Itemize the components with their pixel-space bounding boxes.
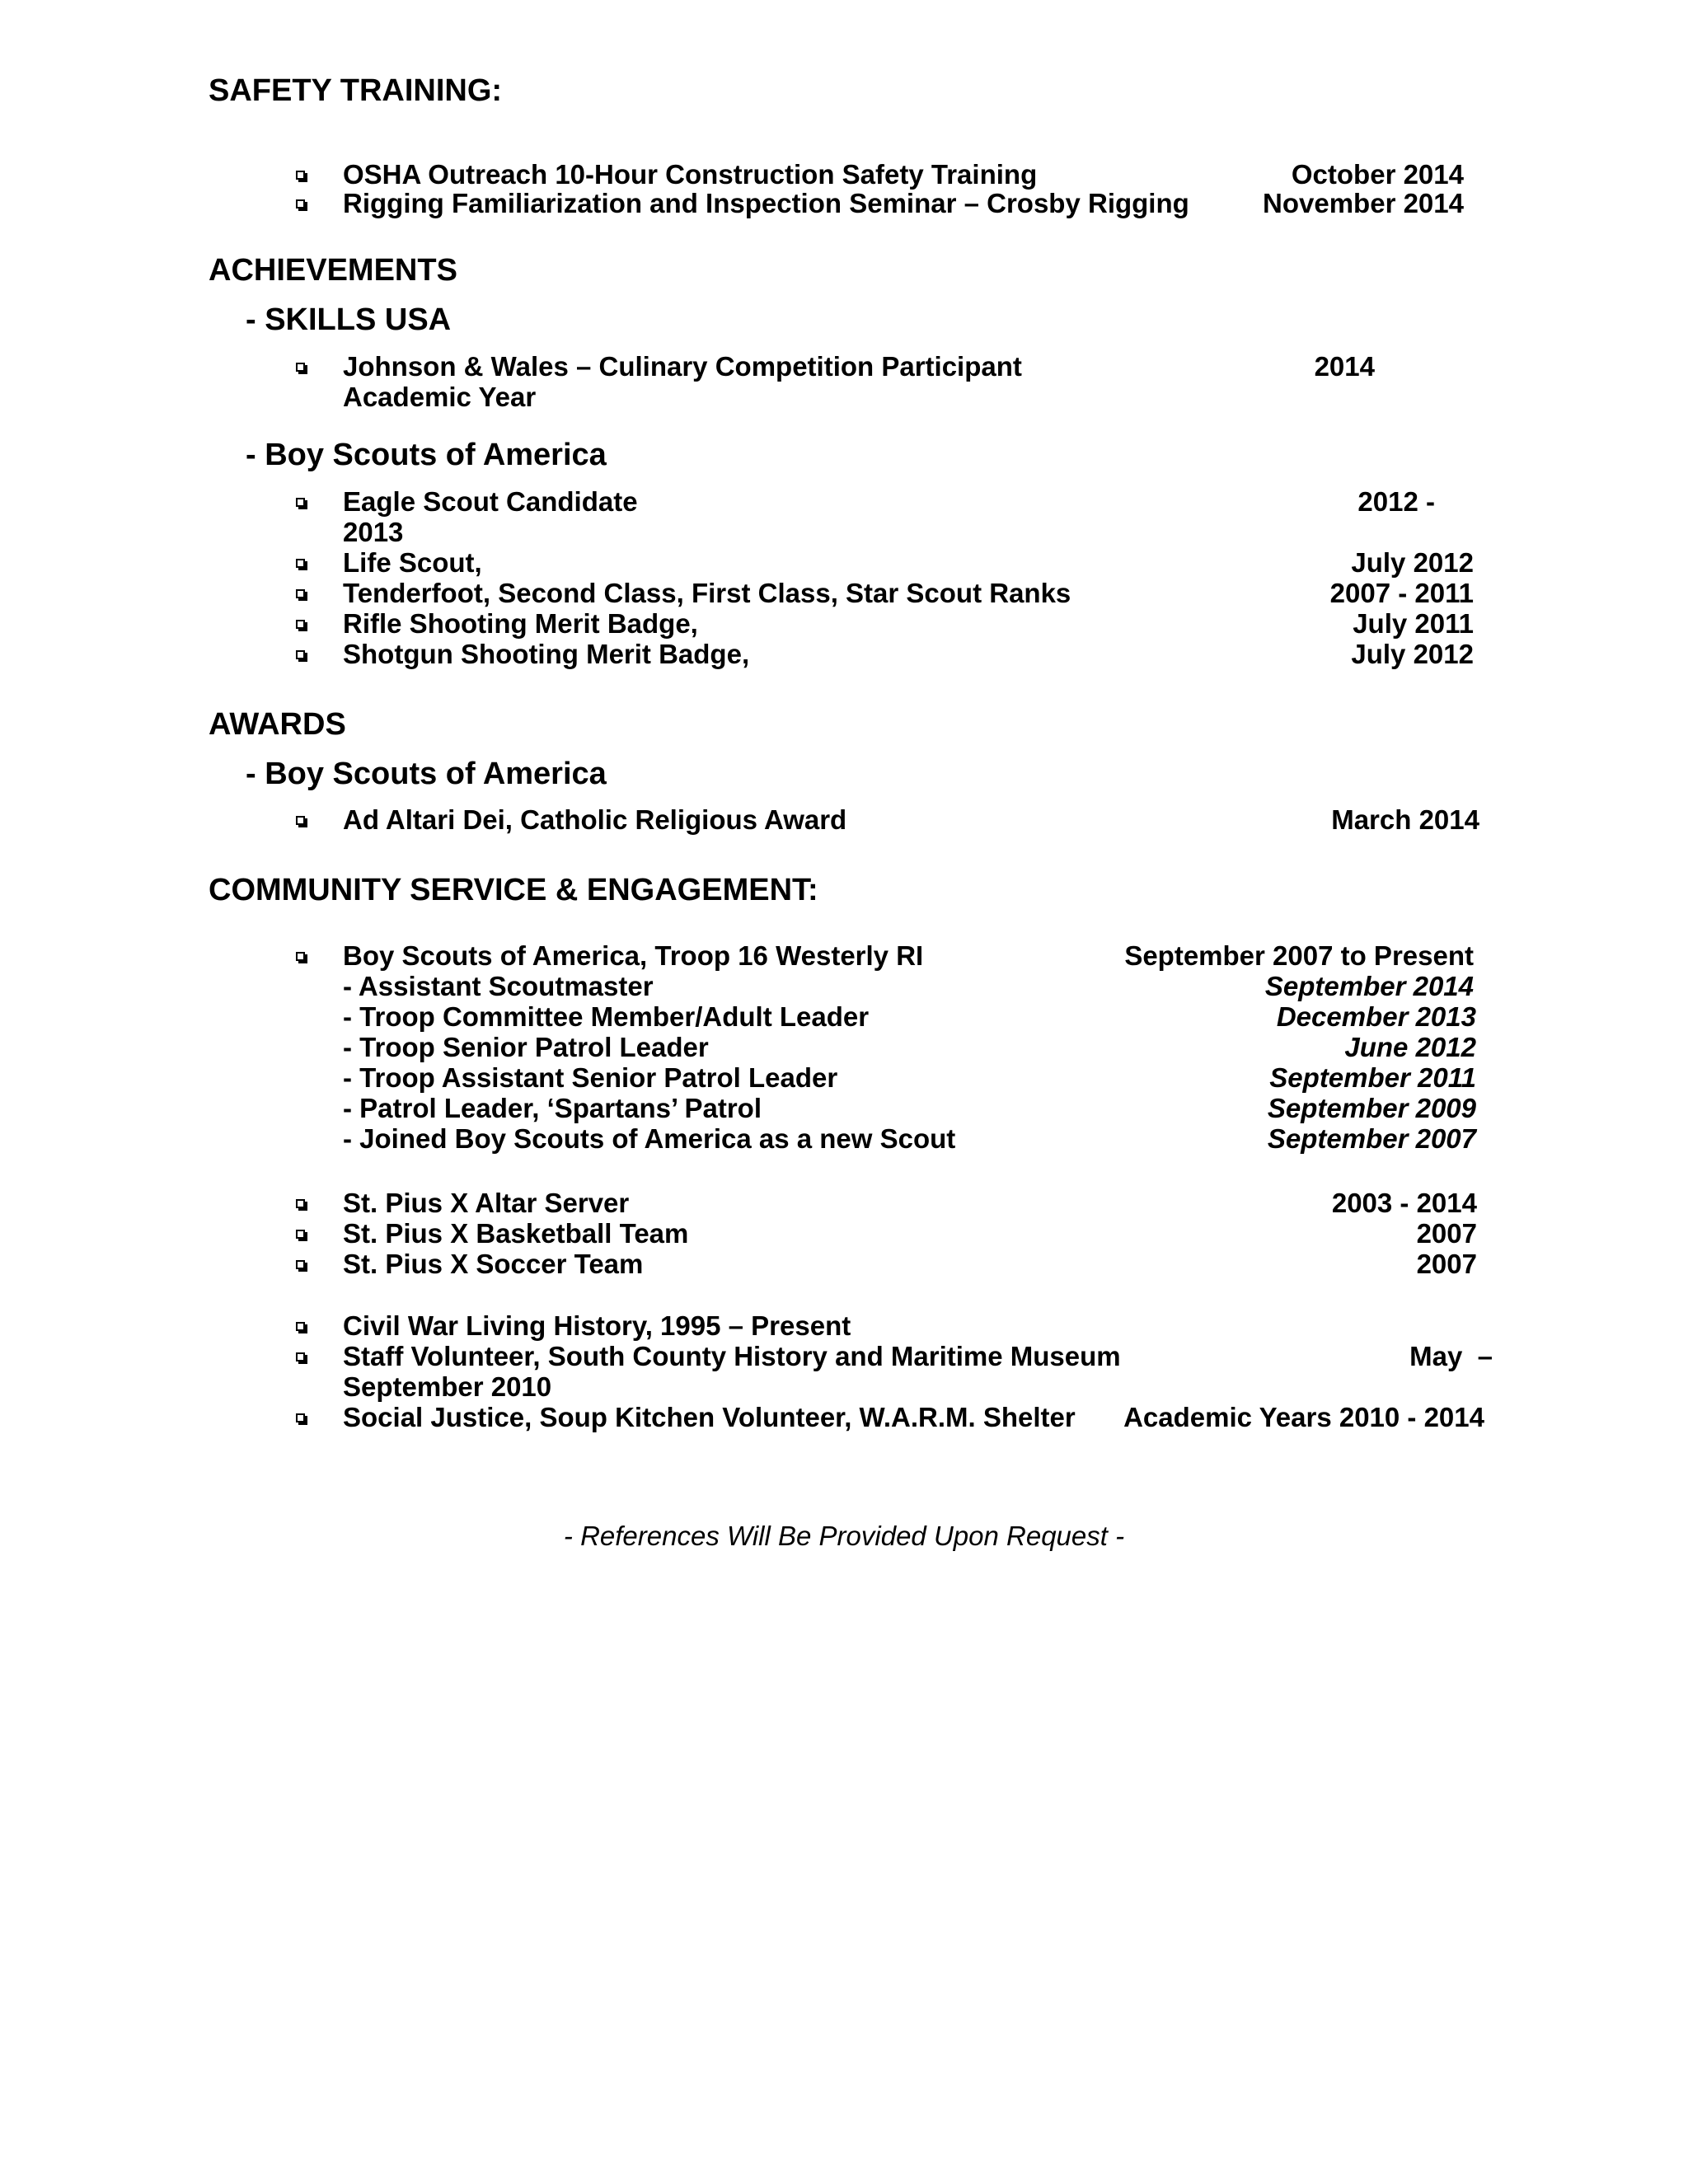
checkbox-bullet-icon <box>295 159 310 190</box>
checkbox-bullet-icon <box>295 608 310 640</box>
role-item <box>0 971 1688 1002</box>
checkbox-bullet-icon <box>295 1188 310 1219</box>
list-item-date: 2003 - 2014 <box>1331 1188 1477 1218</box>
list-item-text: Johnson & Wales – Culinary Competition Participant <box>343 351 1022 382</box>
checkbox-bullet-icon <box>295 1310 310 1342</box>
list-item <box>0 159 1688 190</box>
checkbox-bullet-icon <box>295 486 310 518</box>
skills-usa-subheading: - SKILLS USA <box>246 302 452 337</box>
list-item-date: 2014 <box>1314 351 1375 382</box>
list-item <box>0 486 1688 518</box>
checkbox-bullet-icon <box>295 940 310 972</box>
list-item-text: St. Pius X Soccer Team <box>343 1249 644 1279</box>
list-item <box>0 1218 1688 1249</box>
role-item-date: September 2014 <box>1264 971 1474 1001</box>
list-item-date: Academic Years 2010 - 2014 <box>1123 1402 1484 1432</box>
list-item-continuation <box>0 1371 1688 1403</box>
role-item <box>0 1062 1688 1094</box>
list-item-text: St. Pius X Basketball Team <box>343 1218 689 1249</box>
list-item-text: Rigging Familiarization and Inspection Seminar – Crosby Rigging <box>343 188 1189 218</box>
role-item-text: - Joined Boy Scouts of America as a new Scout <box>343 1123 956 1154</box>
boy-scouts-subheading: - Boy Scouts of America <box>246 757 607 791</box>
list-item <box>0 608 1688 640</box>
list-item-date: July 2012 <box>1351 639 1474 669</box>
checkbox-bullet-icon <box>295 578 310 609</box>
list-item-text: Shotgun Shooting Merit Badge, <box>343 639 750 669</box>
list-item-text: OSHA Outreach 10-Hour Construction Safety Training <box>343 159 1038 190</box>
list-item-date: October 2014 <box>1291 159 1464 190</box>
list-item <box>0 1341 1688 1372</box>
list-item-text: St. Pius X Altar Server <box>343 1188 630 1218</box>
list-item <box>0 1188 1688 1219</box>
list-item-date: July 2011 <box>1353 608 1474 639</box>
list-item <box>0 351 1688 382</box>
list-item-date: November 2014 <box>1263 188 1464 218</box>
role-item-text: - Troop Committee Member/Adult Leader <box>343 1001 870 1032</box>
list-item <box>0 639 1688 670</box>
list-item-date: March 2014 <box>1331 804 1479 835</box>
list-item <box>0 188 1688 219</box>
checkbox-bullet-icon <box>295 351 310 382</box>
list-item-date: 2012 - <box>1357 486 1435 517</box>
role-item-date: December 2013 <box>1276 1001 1476 1032</box>
list-item-text: Social Justice, Soup Kitchen Volunteer, W.A.R.M. Shelter <box>343 1402 1076 1432</box>
references-footer: - References Will Be Provided Upon Request - <box>563 1521 1125 1551</box>
list-item-text: Eagle Scout Candidate <box>343 486 638 517</box>
list-item <box>0 1402 1688 1433</box>
list-item-text: Rifle Shooting Merit Badge, <box>343 608 698 639</box>
boy-scouts-subheading: - Boy Scouts of America <box>246 438 607 472</box>
list-item <box>0 1310 1688 1342</box>
list-item-continuation-text: Academic Year <box>343 382 537 412</box>
list-item <box>0 804 1688 836</box>
list-item-continuation-text: 2013 <box>343 517 404 547</box>
role-item <box>0 1123 1688 1155</box>
role-item-date: September 2007 <box>1267 1123 1476 1154</box>
list-item-continuation-text: September 2010 <box>343 1371 552 1402</box>
checkbox-bullet-icon <box>295 1249 310 1280</box>
role-item <box>0 1093 1688 1124</box>
role-item-date: September 2009 <box>1267 1093 1476 1123</box>
list-item-date: September 2007 to Present <box>1124 940 1474 971</box>
list-item-date: 2007 - 2011 <box>1329 578 1474 608</box>
checkbox-bullet-icon <box>295 804 310 836</box>
list-item-date: July 2012 <box>1351 547 1474 578</box>
role-item <box>0 1032 1688 1063</box>
checkbox-bullet-icon <box>295 1218 310 1249</box>
role-item-text: - Troop Senior Patrol Leader <box>343 1032 709 1062</box>
checkbox-bullet-icon <box>295 1341 310 1372</box>
list-item <box>0 547 1688 579</box>
list-item-text: Tenderfoot, Second Class, First Class, Star Scout Ranks <box>343 578 1071 608</box>
list-item <box>0 1249 1688 1280</box>
checkbox-bullet-icon <box>295 1402 310 1433</box>
role-item-date: June 2012 <box>1344 1032 1476 1062</box>
checkbox-bullet-icon <box>295 547 310 579</box>
safety-training-heading: SAFETY TRAINING: <box>209 73 503 108</box>
list-item <box>0 940 1688 972</box>
role-item-text: - Assistant Scoutmaster <box>343 971 654 1001</box>
list-item-date: May – <box>1409 1341 1493 1371</box>
role-item-text: - Troop Assistant Senior Patrol Leader <box>343 1062 838 1093</box>
role-item-text: - Patrol Leader, ‘Spartans’ Patrol <box>343 1093 762 1123</box>
list-item-text: Ad Altari Dei, Catholic Religious Award <box>343 804 847 835</box>
list-item-text: Civil War Living History, 1995 – Present <box>343 1310 851 1341</box>
list-item-date: 2007 <box>1416 1249 1477 1279</box>
list-item <box>0 578 1688 609</box>
list-item-continuation <box>0 517 1688 548</box>
checkbox-bullet-icon <box>295 639 310 670</box>
awards-heading: AWARDS <box>209 707 346 742</box>
role-item <box>0 1001 1688 1033</box>
checkbox-bullet-icon <box>295 188 310 219</box>
role-item-date: September 2011 <box>1269 1062 1476 1093</box>
list-item-text: Life Scout, <box>343 547 482 578</box>
list-item-date: 2007 <box>1416 1218 1477 1249</box>
achievements-heading: ACHIEVEMENTS <box>209 253 457 288</box>
community-service-heading: COMMUNITY SERVICE & ENGAGEMENT: <box>209 873 818 907</box>
list-item-text: Staff Volunteer, South County History and Maritime Museum <box>343 1341 1121 1371</box>
list-item-continuation <box>0 382 1688 413</box>
list-item-text: Boy Scouts of America, Troop 16 Westerly RI <box>343 940 924 971</box>
